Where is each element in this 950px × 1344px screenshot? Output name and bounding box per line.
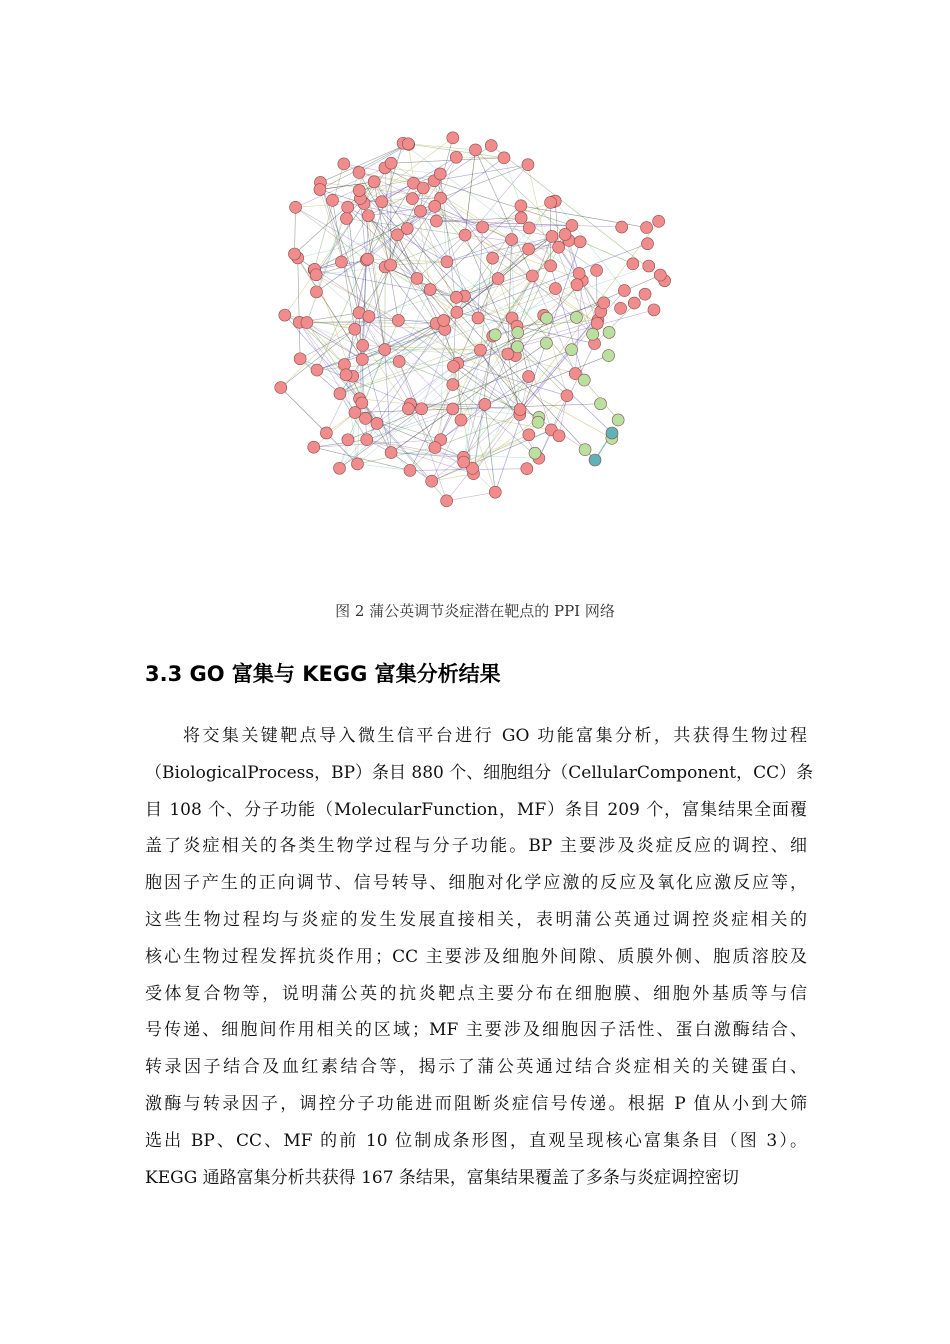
network-node <box>459 229 471 241</box>
network-node <box>441 256 453 268</box>
network-node <box>311 364 323 376</box>
network-node <box>618 285 630 297</box>
network-node <box>455 414 467 426</box>
network-edge <box>357 464 410 470</box>
network-node <box>335 256 347 268</box>
network-node <box>514 404 526 416</box>
network-node <box>485 140 497 152</box>
network-node <box>429 442 441 454</box>
network-node <box>416 403 428 415</box>
network-node <box>523 429 535 441</box>
network-node <box>356 353 368 365</box>
network-node <box>429 200 441 212</box>
section-body <box>145 718 814 1196</box>
network-node <box>290 201 302 213</box>
network-edge <box>447 492 496 501</box>
network-node <box>641 222 653 234</box>
network-node <box>362 253 374 265</box>
ppi-network-figure <box>250 115 680 535</box>
network-edge <box>504 158 521 206</box>
network-node <box>404 464 416 476</box>
network-node <box>361 434 373 446</box>
network-node <box>275 382 287 394</box>
network-node <box>553 430 565 442</box>
network-node <box>340 369 352 381</box>
network-node <box>438 314 450 326</box>
network-edge <box>485 404 495 492</box>
network-node <box>310 269 322 281</box>
network-node <box>447 403 459 415</box>
network-node <box>402 403 414 415</box>
network-node <box>441 495 453 507</box>
network-node <box>424 284 436 296</box>
network-node <box>591 317 603 329</box>
network-node <box>451 306 463 318</box>
network-node <box>391 229 403 241</box>
network-node <box>545 260 557 272</box>
network-node <box>515 212 527 224</box>
network-node <box>376 196 388 208</box>
body-line: 目 108 个、分子功能（MolecularFunction，MF）条目 209 个，富集结果全面覆 <box>145 799 807 820</box>
network-node <box>559 228 571 240</box>
network-node <box>512 327 524 339</box>
network-node <box>430 215 442 227</box>
body-line: 转录因子结合及血红素结合等，揭示了蒲公英通过结合炎症相关的关键蛋白、 <box>145 1057 807 1078</box>
network-node <box>523 222 535 234</box>
network-node <box>447 360 459 372</box>
network-node <box>334 388 346 400</box>
network-node <box>362 210 374 222</box>
network-node <box>385 447 397 459</box>
network-node <box>349 323 361 335</box>
network-node <box>359 412 371 424</box>
network-node <box>521 463 533 475</box>
network-node <box>579 444 591 456</box>
network-node <box>338 158 350 170</box>
network-node <box>363 310 375 322</box>
network-node <box>469 144 481 156</box>
network-node <box>349 407 361 419</box>
body-line: 激酶与转录因子，调控分子功能进而阻断炎症信号传递。根据 P 值从小到大筛 <box>145 1093 807 1114</box>
network-edge <box>359 313 421 409</box>
network-node <box>591 264 603 276</box>
network-node <box>571 279 583 291</box>
network-node <box>598 297 610 309</box>
network-edge <box>363 265 391 345</box>
network-node <box>529 447 541 459</box>
network-edge <box>520 312 601 410</box>
network-node <box>379 344 391 356</box>
network-node <box>447 132 459 144</box>
network-node <box>447 379 459 391</box>
network-node <box>368 176 380 188</box>
network-node <box>308 441 320 453</box>
network-node <box>570 311 582 323</box>
network-node <box>288 248 300 260</box>
network-node <box>553 241 565 253</box>
network-node <box>385 157 397 169</box>
network-node <box>411 272 423 284</box>
network-node <box>573 267 585 279</box>
network-node <box>301 317 313 329</box>
network-node <box>587 328 599 340</box>
body-line: 选出 BP、CC、MF 的前 10 位制成条形图，直观呈现核心富集条目（图 3）。 <box>145 1130 807 1151</box>
network-edge <box>298 258 300 359</box>
network-node <box>489 486 501 498</box>
network-node <box>294 353 306 365</box>
network-node <box>353 185 365 197</box>
network-node <box>434 168 446 180</box>
network-node <box>589 454 601 466</box>
network-node <box>342 201 354 213</box>
network-node <box>472 312 484 324</box>
network-node <box>477 221 489 233</box>
network-node <box>353 166 365 178</box>
network-node <box>357 339 369 351</box>
network-node <box>541 312 553 324</box>
network-node <box>523 371 535 383</box>
network-node <box>603 350 615 362</box>
network-node <box>595 398 607 410</box>
body-line: KEGG 通路富集分析共获得 167 条结果，富集结果覆盖了多条与炎症调控密切 <box>145 1167 739 1188</box>
network-edge <box>434 165 528 181</box>
network-node <box>351 458 363 470</box>
network-node <box>402 138 414 150</box>
network-node <box>458 456 470 468</box>
network-node <box>628 297 640 309</box>
network-node <box>506 234 518 246</box>
network-node <box>392 314 404 326</box>
body-line: （BiologicalProcess，BP）条目 880 个、细胞组分（CellularComponent，CC）条 <box>145 762 814 783</box>
network-node <box>327 194 339 206</box>
network-edge <box>399 361 446 500</box>
network-node <box>310 286 322 298</box>
network-node <box>492 273 504 285</box>
network-node <box>545 196 557 208</box>
network-node <box>654 269 666 281</box>
network-node <box>578 374 590 386</box>
network-node <box>406 193 418 205</box>
network-node <box>489 329 501 341</box>
network-node <box>279 309 291 321</box>
network-node <box>523 243 535 255</box>
network-node <box>487 252 499 264</box>
network-node <box>320 427 332 439</box>
network-node <box>612 414 624 426</box>
network-node <box>426 475 438 487</box>
network-node <box>371 417 383 429</box>
network-node <box>314 184 326 196</box>
network-node <box>642 238 654 250</box>
network-node <box>574 236 586 248</box>
network-edge <box>385 350 391 453</box>
network-node <box>511 341 523 353</box>
network-edge <box>294 207 295 254</box>
network-node <box>393 355 405 367</box>
network-node <box>643 260 655 272</box>
network-node <box>515 200 527 212</box>
network-node <box>474 344 486 356</box>
network-edge <box>397 235 457 313</box>
network-node <box>340 213 352 225</box>
body-line: 号传递、细胞间作用相关的区域；MF 主要涉及细胞因子活性、蛋白激酶结合、 <box>145 1020 807 1041</box>
network-edge <box>281 388 358 464</box>
network-node <box>334 462 346 474</box>
network-node <box>546 230 558 242</box>
body-line: 胞因子产生的正向调节、信号转导、细胞对化学应激的反应及氧化应激反应等， <box>145 873 807 894</box>
network-node <box>417 182 429 194</box>
network-node <box>606 427 618 439</box>
network-nodes <box>275 132 671 507</box>
body-line: 核心生物过程发挥抗炎作用；CC 主要涉及细胞外间隙、质膜外侧、胞质溶胶及 <box>145 946 807 967</box>
ppi-network-graph <box>250 115 680 535</box>
network-edge <box>447 165 528 262</box>
figure-caption: 图 2 蒲公英调节炎症潜在靶点的 PPI 网络 <box>335 602 615 620</box>
network-node <box>561 390 573 402</box>
network-node <box>414 205 426 217</box>
network-node <box>616 221 628 233</box>
body-line: 将交集关键靶点导入微生信平台进行 GO 功能富集分析，共获得生物过程 <box>183 726 807 746</box>
network-edge <box>456 157 504 158</box>
network-node <box>450 291 462 303</box>
network-node <box>615 302 627 314</box>
network-edge <box>520 312 601 415</box>
network-node <box>479 398 491 410</box>
section-heading: 3.3 GO 富集与 KEGG 富集分析结果 <box>145 662 501 686</box>
network-node <box>603 326 615 338</box>
network-node <box>498 152 510 164</box>
network-node <box>526 270 538 282</box>
network-node <box>648 304 660 316</box>
network-node <box>549 283 561 295</box>
network-node <box>540 337 552 349</box>
body-line: 受体复合物等，说明蒲公英的抗炎靶点主要分布在细胞膜、细胞外基质等与信 <box>145 983 807 1004</box>
network-node <box>532 416 544 428</box>
network-node <box>385 259 397 271</box>
network-node <box>522 159 534 171</box>
network-node <box>627 258 639 270</box>
network-node <box>639 288 651 300</box>
network-node <box>653 215 665 227</box>
body-line: 这些生物过程均与炎症的发生发展直接相关，表明蒲公英通过调控炎症相关的 <box>145 909 807 930</box>
network-node <box>566 344 578 356</box>
network-node <box>342 434 354 446</box>
body-line: 盖了炎症相关的各类生物学过程与分子功能。BP 主要涉及炎症反应的调控、细 <box>145 836 807 857</box>
network-node <box>450 151 462 163</box>
